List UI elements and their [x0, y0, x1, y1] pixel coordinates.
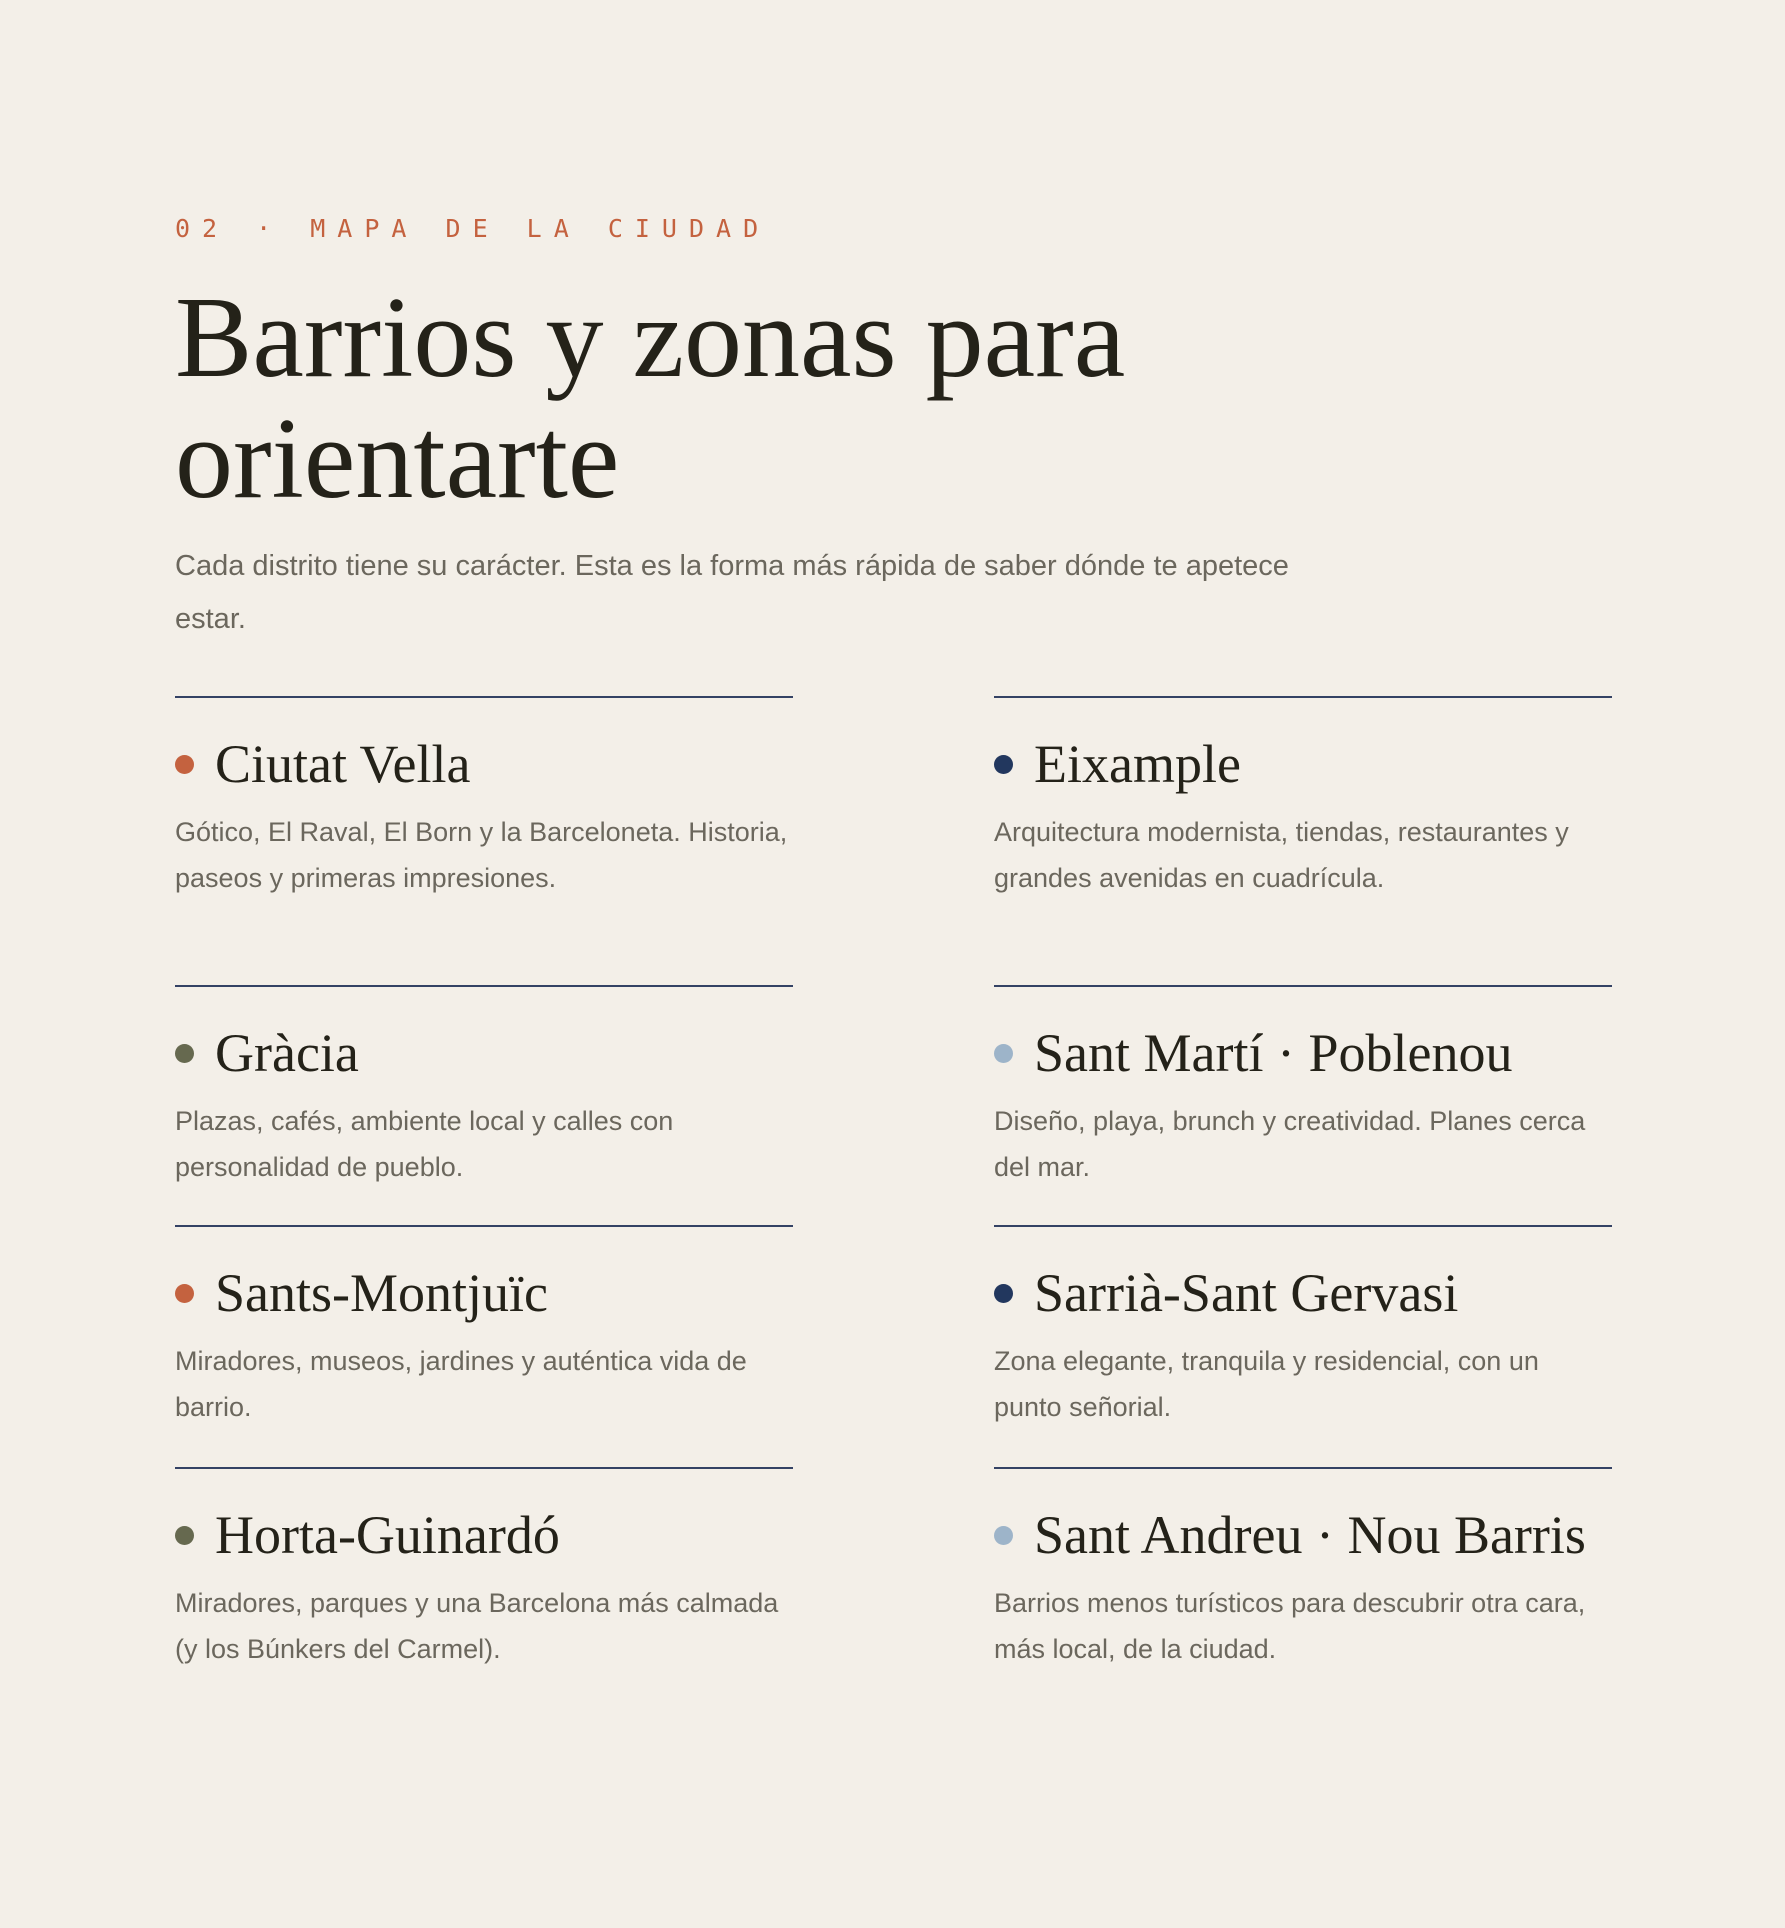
district-name: Sant Andreu · Nou Barris	[1034, 1505, 1586, 1565]
district-card-horta-guinardo	[175, 1467, 793, 1664]
district-heading	[994, 1021, 1512, 1085]
navy-dot-icon	[994, 1284, 1013, 1303]
district-card-sarria-sant-gervasi	[994, 1225, 1612, 1422]
district-heading	[994, 1503, 1586, 1567]
district-name: Horta-Guinardó	[215, 1505, 560, 1565]
district-name: Sant Martí · Poblenou	[1034, 1023, 1513, 1083]
district-card-eixample	[994, 696, 1612, 893]
district-heading	[175, 1503, 560, 1567]
section-intro: Cada distrito tiene su carácter. Esta es la forma más rápida de saber dónde te apetece estar.	[175, 550, 1289, 635]
district-name: Ciutat Vella	[215, 734, 471, 794]
district-description: Miradores, museos, jardines y auténtica vida de barrio.	[175, 1346, 747, 1422]
district-heading	[175, 1021, 359, 1085]
district-heading	[994, 732, 1241, 796]
sky-dot-icon	[994, 1044, 1013, 1063]
district-heading	[994, 1261, 1458, 1325]
section-eyebrow: 02 · MAPA DE LA CIUDAD	[175, 214, 771, 243]
district-card-gracia	[175, 985, 793, 1182]
terracotta-dot-icon	[175, 755, 194, 774]
district-description: Plazas, cafés, ambiente local y calles con personalidad de pueblo.	[175, 1106, 674, 1182]
sky-dot-icon	[994, 1526, 1013, 1545]
district-card-sant-marti-poblenou	[994, 985, 1612, 1182]
district-card-ciutat-vella	[175, 696, 793, 893]
terracotta-dot-icon	[175, 1284, 194, 1303]
section-title: Barrios y zonas para orientarte	[175, 274, 1126, 523]
district-description: Arquitectura modernista, tiendas, restaurantes y grandes avenidas en cuadrícula.	[994, 817, 1569, 893]
district-description: Zona elegante, tranquila y residencial, con un punto señorial.	[994, 1346, 1539, 1422]
district-name: Sants-Montjuïc	[215, 1263, 548, 1323]
district-description: Diseño, playa, brunch y creatividad. Planes cerca del mar.	[994, 1106, 1586, 1182]
district-description: Miradores, parques y una Barcelona más calmada (y los Búnkers del Carmel).	[175, 1588, 779, 1664]
district-card-sant-andreu-nou-barris	[994, 1467, 1612, 1664]
district-name: Eixample	[1034, 734, 1241, 794]
district-heading	[175, 1261, 548, 1325]
district-description: Barrios menos turísticos para descubrir otra cara, más local, de la ciudad.	[994, 1588, 1586, 1664]
district-heading	[175, 732, 470, 796]
district-name: Sarrià-Sant Gervasi	[1034, 1263, 1459, 1323]
navy-dot-icon	[994, 755, 1013, 774]
district-card-sants-montjuic	[175, 1225, 793, 1422]
olive-dot-icon	[175, 1044, 194, 1063]
olive-dot-icon	[175, 1526, 194, 1545]
district-name: Gràcia	[215, 1023, 359, 1083]
district-description: Gótico, El Raval, El Born y la Barceloneta. Historia, paseos y primeras impresiones.	[175, 817, 788, 893]
